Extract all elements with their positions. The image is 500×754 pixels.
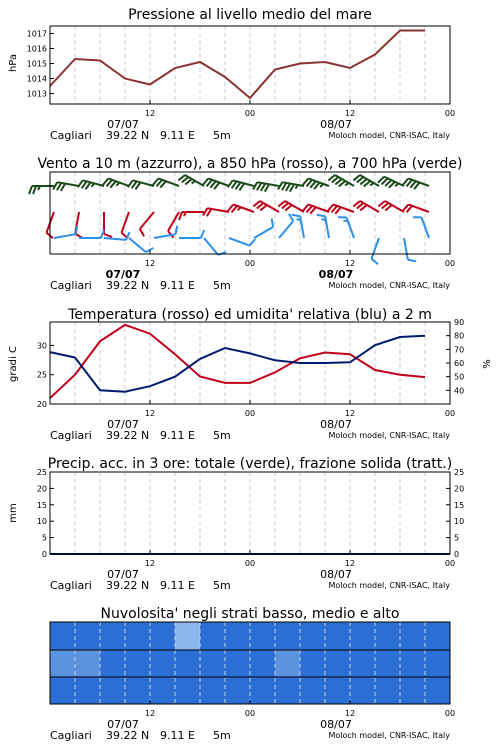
wind-date-2: 08/07: [319, 268, 354, 281]
pressure-credit: Moloch model, CNR-ISAC, Italy: [328, 131, 450, 140]
y-tick-label: 60: [454, 359, 464, 368]
cloud-title: Nuvolosita' negli strati basso, medio e alto: [101, 606, 400, 622]
precipitation-plot-frame: [50, 472, 450, 554]
wind-barb: [54, 226, 77, 238]
wind-lat: 39.22 N: [106, 279, 149, 292]
cloud-cell: [150, 650, 176, 677]
temperature-date-2: 08/07: [320, 418, 352, 431]
x-tick-label: 12: [145, 709, 155, 718]
cloud-cell: [100, 622, 126, 650]
cloud-cell: [300, 677, 326, 704]
wind-barb: [317, 215, 329, 238]
cloud-panel: [50, 606, 455, 742]
cloud-cell: [150, 622, 176, 650]
y-tick-label: 0: [454, 550, 459, 559]
cloud-cell: [175, 622, 201, 650]
wind-barb: [279, 214, 293, 238]
cloud-cell: [125, 677, 151, 704]
precipitation-date-1: 07/07: [107, 568, 139, 581]
cloud-cell: [75, 650, 101, 677]
cloud-cell: [300, 622, 326, 650]
y-tick-label: 1016: [27, 45, 47, 54]
temperature-panel: [8, 307, 493, 442]
y-tick-label: 20: [454, 484, 464, 493]
cloud-cell: [400, 622, 426, 650]
precipitation-place: Cagliari: [50, 579, 92, 592]
cloud-cell: [100, 650, 126, 677]
cloud-cell: [50, 650, 76, 677]
precipitation-lon: 9.11 E: [160, 579, 195, 592]
wind-barbs: [29, 175, 429, 264]
x-tick-label: 12: [145, 259, 155, 268]
temperature-place: Cagliari: [50, 429, 92, 442]
wind-credit: Moloch model, CNR-ISAC, Italy: [328, 281, 450, 290]
cloud-cell: [300, 650, 326, 677]
pressure-place: Cagliari: [50, 129, 92, 142]
pressure-date-2: 08/07: [320, 118, 352, 131]
temperature-credit: Moloch model, CNR-ISAC, Italy: [328, 431, 450, 440]
cloud-cell: [325, 650, 351, 677]
pressure-lon: 9.11 E: [160, 129, 195, 142]
wind-barb: [204, 238, 226, 255]
cloud-cell: [400, 677, 426, 704]
y-tick-label: 15: [454, 501, 464, 510]
x-tick-label: 12: [345, 259, 355, 268]
cloud-cell: [375, 622, 401, 650]
y-tick-label: 1013: [27, 90, 47, 99]
pressure-title: Pressione al livello medio del mare: [128, 7, 372, 23]
precipitation-y-ticks: [37, 468, 54, 559]
cloud-cell: [325, 622, 351, 650]
wind-place: Cagliari: [50, 279, 92, 292]
cloud-cell: [200, 677, 226, 704]
y-tick-label: 50: [454, 373, 464, 382]
cloud-cell: [400, 650, 426, 677]
temperature-alt: 5m: [213, 429, 231, 442]
cloud-cell: [275, 622, 301, 650]
x-tick-label: 00: [245, 259, 255, 268]
wind-barb: [140, 212, 154, 236]
temperature-lat: 39.22 N: [106, 429, 149, 442]
pressure-line: [50, 31, 425, 99]
humidity-ylabel: %: [482, 359, 493, 369]
cloud-cell: [250, 622, 276, 650]
cloud-cell: [150, 677, 176, 704]
x-tick-label: 12: [345, 559, 355, 568]
precipitation-ylabel: mm: [8, 503, 19, 522]
y-tick-label: 10: [454, 517, 464, 526]
x-tick-label: 00: [445, 709, 455, 718]
precipitation-date-2: 08/07: [320, 568, 352, 581]
y-tick-label: 70: [454, 345, 464, 354]
temperature-date-1: 07/07: [107, 418, 139, 431]
cloud-date-2: 08/07: [320, 718, 352, 731]
cloud-cell: [250, 677, 276, 704]
cloud-cell: [75, 677, 101, 704]
cloud-cell: [350, 677, 376, 704]
x-tick-label: 00: [445, 259, 455, 268]
y-tick-label: 25: [37, 371, 47, 380]
temperature-lon: 9.11 E: [160, 429, 195, 442]
y-tick-label: 1015: [27, 60, 47, 69]
y-tick-label: 15: [37, 501, 47, 510]
cloud-cell: [275, 650, 301, 677]
cloud-cell: [100, 677, 126, 704]
cloud-cells: [50, 622, 451, 704]
x-tick-label: 12: [145, 559, 155, 568]
pressure-date-1: 07/07: [107, 118, 139, 131]
cloud-lon: 9.11 E: [160, 729, 195, 742]
cloud-place: Cagliari: [50, 729, 92, 742]
y-tick-label: 10: [37, 517, 47, 526]
y-tick-label: 5: [454, 534, 459, 543]
y-tick-label: 1017: [27, 30, 47, 39]
humidity-y-ticks: [446, 318, 464, 395]
cloud-cell: [375, 650, 401, 677]
pressure-x-ticks: [145, 100, 455, 118]
precipitation-y-ticks-right: [446, 468, 464, 559]
y-tick-label: 1014: [27, 75, 47, 84]
x-tick-label: 00: [245, 109, 255, 118]
y-tick-label: 25: [37, 468, 47, 477]
cloud-cell: [375, 677, 401, 704]
cloud-cell: [125, 622, 151, 650]
cloud-cell: [350, 622, 376, 650]
wind-barb: [292, 215, 304, 238]
x-tick-label: 00: [445, 559, 455, 568]
cloud-date-1: 07/07: [107, 718, 139, 731]
cloud-cell: [175, 650, 201, 677]
wind-barb: [254, 219, 273, 238]
x-tick-label: 00: [445, 109, 455, 118]
pressure-panel: [8, 7, 455, 142]
wind-barb: [413, 217, 429, 238]
wind-barb: [154, 226, 177, 238]
cloud-cell: [50, 622, 76, 650]
precipitation-title: Precip. acc. in 3 ore: totale (verde), frazione solida (tratt.): [48, 456, 452, 472]
x-tick-label: 12: [345, 109, 355, 118]
precipitation-panel: [8, 456, 464, 592]
pressure-time-grid: [75, 26, 425, 104]
cloud-credit: Moloch model, CNR-ISAC, Italy: [328, 731, 450, 740]
temperature-ylabel: gradi C: [8, 346, 19, 382]
x-tick-label: 00: [245, 559, 255, 568]
wind-barb: [338, 217, 354, 238]
cloud-cell: [225, 650, 251, 677]
x-tick-label: 00: [245, 709, 255, 718]
x-tick-label: 12: [145, 109, 155, 118]
wind-alt: 5m: [213, 279, 231, 292]
cloud-cell: [425, 677, 451, 704]
x-tick-label: 12: [345, 409, 355, 418]
cloud-cell: [75, 622, 101, 650]
x-tick-label: 00: [245, 409, 255, 418]
pressure-lat: 39.22 N: [106, 129, 149, 142]
y-tick-label: 30: [37, 341, 47, 350]
precipitation-alt: 5m: [213, 579, 231, 592]
pressure-alt: 5m: [213, 129, 231, 142]
precipitation-lat: 39.22 N: [106, 579, 149, 592]
wind-barb: [104, 212, 112, 237]
cloud-cell: [225, 677, 251, 704]
precipitation-credit: Moloch model, CNR-ISAC, Italy: [328, 581, 450, 590]
cloud-cell: [50, 677, 76, 704]
y-tick-label: 5: [42, 534, 47, 543]
cloud-cell: [125, 650, 151, 677]
cloud-cell: [200, 622, 226, 650]
wind-barb: [404, 238, 416, 261]
cloud-lat: 39.22 N: [106, 729, 149, 742]
cloud-cell: [175, 677, 201, 704]
temperature-line: [50, 325, 425, 398]
y-tick-label: 25: [454, 468, 464, 477]
y-tick-label: 0: [42, 550, 47, 559]
wind-lon: 9.11 E: [160, 279, 195, 292]
y-tick-label: 80: [454, 332, 464, 341]
cloud-cell: [425, 650, 451, 677]
x-tick-label: 12: [345, 709, 355, 718]
temperature-title: Temperatura (rosso) ed umidita' relativa (blu) a 2 m: [67, 307, 432, 323]
cloud-cell: [200, 650, 226, 677]
y-tick-label: 40: [454, 386, 464, 395]
cloud-cell: [350, 650, 376, 677]
pressure-ylabel: hPa: [8, 54, 19, 72]
cloud-cell: [225, 622, 251, 650]
wind-barb: [371, 238, 379, 264]
y-tick-label: 20: [37, 400, 47, 409]
y-tick-label: 90: [454, 318, 464, 327]
cloud-alt: 5m: [213, 729, 231, 742]
wind-title: Vento a 10 m (azzurro), a 850 hPa (rosso), a 700 hPa (verde): [37, 156, 462, 172]
cloud-cell: [250, 650, 276, 677]
cloud-cell: [275, 677, 301, 704]
wind-panel: [29, 156, 463, 292]
wind-date-1: 07/07: [106, 268, 141, 281]
x-tick-label: 12: [145, 409, 155, 418]
cloud-cell: [425, 622, 451, 650]
precipitation-time-grid: [75, 472, 425, 554]
y-tick-label: 20: [37, 484, 47, 493]
x-tick-label: 00: [445, 409, 455, 418]
cloud-cell: [325, 677, 351, 704]
wind-barb: [229, 238, 255, 246]
